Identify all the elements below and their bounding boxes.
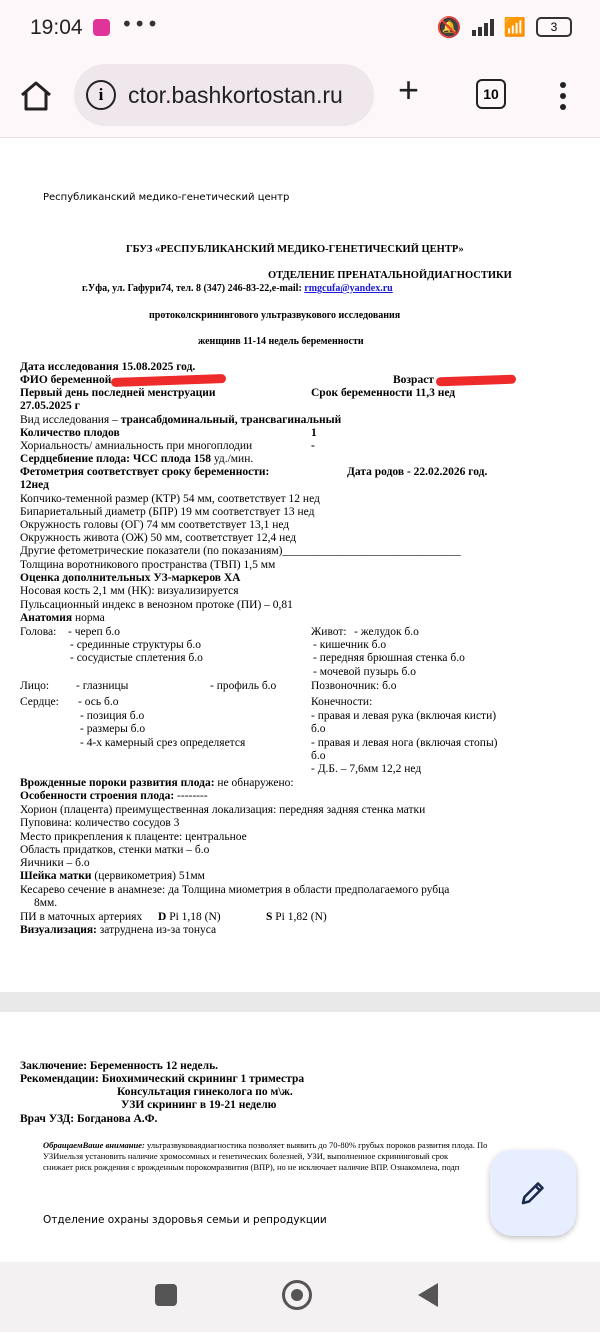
note-line-3: снижает риск рождения с врожденным порокомразвития (ВПР), но не исключает наличие ВПР. Ознакомлена, подп <box>43 1162 460 1172</box>
cervix-value: (цервикометрия) 51мм <box>91 870 205 882</box>
status-time: 19:04 <box>30 16 83 39</box>
chorion-line: Хорион (плацента) преимущественная локализация: передняя задняя стенка матки <box>20 804 426 816</box>
protocol-title-2: женщинв 11-14 недель беременности <box>198 336 364 347</box>
exam-date: Дата исследования 15.08.2025 год. <box>20 361 196 373</box>
department-title: ОТДЕЛЕНИЕ ПРЕНАТАЛЬНОЙДИАГНОСТИКИ <box>268 270 512 281</box>
face-item: - глазницы <box>76 680 129 692</box>
document-page-1 <box>0 139 600 992</box>
malformation-row <box>20 777 294 790</box>
other-line: Другие фетометрические показатели (по показаниям)_______________________________ <box>20 545 461 557</box>
url-text[interactable]: ctor.bashkortostan.ru <box>128 81 343 108</box>
recommendations-2: Консультация гинеколога по м\ж. <box>117 1086 293 1098</box>
pencil-edit-icon <box>518 1178 548 1208</box>
lmp-date: 27.05.2025 г <box>20 400 80 412</box>
protocol-title-1: протоколскринингового ультразвукового исследования <box>149 310 401 321</box>
system-nav-bar <box>0 1262 600 1332</box>
lmp-label: Первый день последней менструации <box>20 387 216 399</box>
head-item: - срединные структуры б.о <box>70 639 202 651</box>
limbs-item: - правая и левая рука (включая кисти) <box>311 710 497 722</box>
note-line-1 <box>43 1140 487 1151</box>
redacted-name <box>111 374 226 387</box>
tabs-icon[interactable]: 10 <box>476 79 506 109</box>
face-label: Лицо: <box>20 680 50 692</box>
uterine-pi-left <box>158 911 221 924</box>
back-icon[interactable] <box>418 1283 438 1307</box>
recommendations-1: Рекомендации: Биохимический скрининг 1 триместра <box>20 1073 305 1085</box>
chorionicity-label: Хориальность/ амниальность при многоплодии <box>20 440 253 452</box>
heart-item: - ось б.о <box>78 696 119 708</box>
ovaries-line: Яичники – б.о <box>20 857 90 869</box>
status-bar <box>0 0 600 56</box>
org-header: Республиканский медико-генетический центр <box>43 192 290 203</box>
url-bar[interactable] <box>74 64 374 126</box>
heart-label: Сердце: <box>20 696 59 708</box>
abdomen-item: - желудок б.о <box>354 626 419 638</box>
spine-row <box>311 680 397 693</box>
recommendations-3: УЗИ скрининг в 19-21 неделю <box>121 1099 277 1111</box>
heart-item: - размеры б.о <box>80 723 146 735</box>
face-item: - профиль б.о <box>210 680 277 692</box>
edit-fab-button[interactable] <box>490 1150 576 1236</box>
oj-line: Окружность живота (ОЖ) 50 мм, соответствует 12,4 нед <box>20 532 297 544</box>
page-separator <box>0 992 600 1012</box>
cord-place-line: Место прикрепления к плаценте: центральное <box>20 831 247 843</box>
home-nav-icon[interactable] <box>282 1280 312 1310</box>
structure-row <box>20 790 208 803</box>
fetus-count-value: 1 <box>311 427 317 439</box>
home-icon[interactable] <box>18 78 54 114</box>
heartbeat-unit: уд./мин. <box>210 453 254 465</box>
center-title: ГБУЗ «РЕСПУБЛИКАНСКИЙ МЕДИКО-ГЕНЕТИЧЕСКИЙ ЦЕНТР» <box>126 244 464 255</box>
cesarean-line: Кесарево сечение в анамнезе: да Толщина миометрия в области предполагаемого рубца <box>20 884 450 896</box>
address-line <box>82 282 393 295</box>
heart-item: - 4-х камерный срез определяется <box>80 737 246 749</box>
cervix-label: Шейка матки <box>20 870 92 882</box>
mute-icon: 🔕 <box>436 15 462 39</box>
exam-type-label: Вид исследования – <box>20 414 121 426</box>
heartbeat-row <box>20 453 253 466</box>
head-item: - сосудистые сплетения б.о <box>70 652 203 664</box>
heartbeat-value: ЧСС плода 158 <box>132 453 211 465</box>
fio-label: ФИО беременной <box>20 374 112 386</box>
visualization-row <box>20 924 216 937</box>
ktr-line: Копчико-теменной размер (КТР) 54 мм, соответствует 12 нед <box>20 493 320 505</box>
limbs-item: б.о <box>311 723 326 735</box>
cord-line: Пуповина: количество сосудов 3 <box>20 817 180 829</box>
age-row <box>393 374 516 387</box>
pi-line: Пульсационный индекс в венозном протоке (ПИ) – 0,81 <box>20 599 293 611</box>
note-label: ОбращаемВаше внимание: <box>43 1140 145 1150</box>
heart-item: - позиция б.о <box>80 710 145 722</box>
uterine-s-label: S <box>266 911 273 923</box>
fetometry-weeks: 12нед <box>20 479 49 491</box>
visualization-label: Визуализация: <box>20 924 97 936</box>
limbs-item: - Д.Б. – 7,6мм 12,2 нед <box>311 763 422 775</box>
age-label: Возраст <box>393 374 434 386</box>
limbs-item: - правая и левая нога (включая стопы) <box>311 737 498 749</box>
limbs-label: Конечности: <box>311 696 373 708</box>
abdomen-item: - передняя брюшная стенка б.о <box>313 652 465 664</box>
anatomy-row <box>20 612 105 625</box>
bpr-line: Бипариетальный диаметр (БПР) 19 мм соответствует 13 нед <box>20 506 315 518</box>
spine-value: б.о <box>382 680 397 692</box>
uterine-d-label: D <box>158 911 167 923</box>
og-line: Окружность головы (ОГ) 74 мм соответствует 13,1 нед <box>20 519 290 531</box>
doctor: Врач УЗД: Богданова А.Ф. <box>20 1113 158 1125</box>
recents-icon[interactable] <box>155 1284 177 1306</box>
markers-label: Оценка дополнительных УЗ-маркеров ХА <box>20 572 241 584</box>
abdomen-item: - кишечник б.о <box>313 639 387 651</box>
structure-value: -------- <box>174 790 208 802</box>
malformation-value: не обнаружено: <box>214 777 294 789</box>
email-link[interactable]: rmgcufa@yandex.ru <box>304 283 393 294</box>
more-notifications-icon: ••• <box>121 12 160 36</box>
malformation-label: Врожденные пороки развития плода: <box>20 777 215 789</box>
uterine-pi-right <box>266 911 327 924</box>
visualization-value: затруднена из-за тонуса <box>96 924 217 936</box>
anatomy-value: норма <box>72 612 105 624</box>
gestation-term: Срок беременности 11,3 нед <box>311 387 456 399</box>
note-line-2: УЗИнельзя установить наличие хромосомных и генетических болезней, УЗИ, выполненное скрининговый срок <box>43 1151 449 1161</box>
notification-app-icon <box>93 19 110 36</box>
fio-row <box>20 374 226 387</box>
kebab-menu-icon[interactable] <box>560 82 566 110</box>
exam-type-value: трансабдоминальный, трансвагинальный <box>120 414 342 426</box>
spine-label: Позвоночник: <box>311 680 380 692</box>
chorionicity-value: - <box>311 440 315 452</box>
uterine-pi-label: ПИ в маточных артериях <box>20 911 143 923</box>
plus-icon[interactable]: + <box>398 69 420 110</box>
anatomy-label: Анатомия <box>20 612 73 624</box>
due-date: Дата родов - 22.02.2026 год. <box>347 466 488 478</box>
exam-type <box>20 414 341 427</box>
info-icon[interactable]: i <box>86 80 116 110</box>
note-text-1: ультразвуковаядиагностика позволяет выявить до 70-80% грубых пороков развития плода. По <box>144 1140 488 1150</box>
org-footer: Отделение охраны здоровья семьи и репродукции <box>43 1214 327 1226</box>
fetus-count-label: Количество плодов <box>20 427 120 439</box>
limbs-item: б.о <box>311 750 326 762</box>
nasal-line: Носовая кость 2,1 мм (НК): визуализируется <box>20 585 239 597</box>
head-label: Голова: <box>20 626 57 638</box>
battery-icon: 3 <box>536 17 572 37</box>
head-item: - череп б.о <box>68 626 120 638</box>
conclusion: Заключение: Беременность 12 недель. <box>20 1060 219 1072</box>
structure-label: Особенности строения плода: <box>20 790 175 802</box>
tvp-line: Толщина воротникового пространства (ТВП) 1,5 мм <box>20 559 276 571</box>
heartbeat-label: Сердцебиение плода: <box>20 453 133 465</box>
uterine-s-value: Pi 1,82 (N) <box>272 911 327 923</box>
abdomen-item: - мочевой пузырь б.о <box>313 666 416 678</box>
adnexa-line: Область придатков, стенки матки – б.о <box>20 844 210 856</box>
uterine-d-value: Pi 1,18 (N) <box>166 911 221 923</box>
browser-toolbar <box>0 56 600 138</box>
fetometry-label: Фетометрия соответствует сроку беременности: <box>20 466 270 478</box>
abdomen-label: Живот: <box>311 626 347 638</box>
cervix-row <box>20 870 205 883</box>
cesarean-line-2: 8мм. <box>34 897 58 909</box>
signal-icon <box>472 18 494 36</box>
redacted-age <box>436 374 516 386</box>
wifi-icon: 📶 <box>503 16 526 38</box>
address-text: г.Уфа, ул. Гафури74, тел. 8 (347) 246-83-22,e-mail: <box>82 283 305 294</box>
